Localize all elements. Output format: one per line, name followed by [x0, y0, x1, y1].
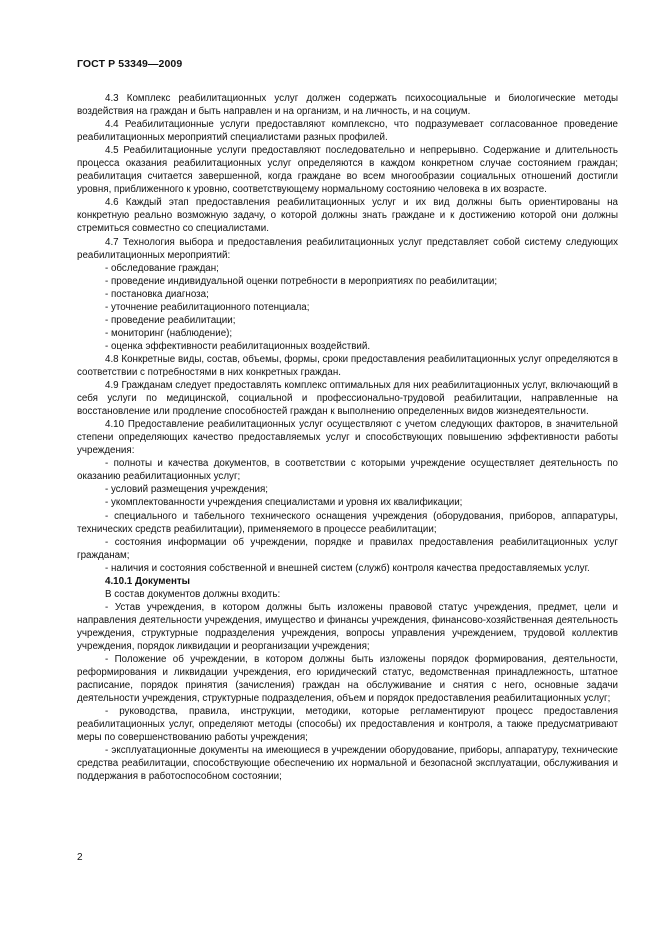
paragraph-4-3: 4.3 Комплекс реабилитационных услуг должен содержать психосоциальные и биологические методы воздействия на граждан и быть направлен и на организм, и на личность, и на социум. — [77, 93, 618, 118]
list-item: - оценка эффективности реабилитационных воздействий. — [105, 340, 371, 352]
paragraph-4-9: 4.9 Гражданам следует предоставлять комплекс оптимальных для них реабилитационных услуг, включающий в себя услуги по медицинской, социальной и профессионально-трудовой реабилитации, направленные на восстановление или продление способностей граждан к выполнению определенных видов жизнедеятельности. — [77, 380, 618, 418]
list-item: - руководства, правила, инструкции, методики, которые регламентируют процесс предоставления реабилитационных услуг, определяют методы (способы) их предоставления и контроля, а также предусматривают меры по совершенствованию работы учреждения; — [77, 706, 618, 744]
list-item: - эксплуатационные документы на имеющиеся в учреждении оборудование, приборы, аппаратуру, технические средства реабилитации, способствующие обеспечению их нормальной и безопасной эксплуатации, обслуживания и поддержания в работоспособном состоянии; — [77, 745, 618, 783]
document-header: ГОСТ Р 53349—2009 — [77, 58, 183, 70]
page-number: 2 — [77, 852, 83, 863]
paragraph-4-4: 4.4 Реабилитационные услуги предоставляют комплексно, что подразумевает согласованное проведение реабилитационных мероприятий специалистами разных профилей. — [77, 119, 618, 144]
list-item: - постановка диагноза; — [105, 288, 209, 300]
list-item: - состояния информации об учреждении, порядке и правилах предоставления реабилитационных услуг гражданам; — [77, 536, 618, 561]
paragraph-4-10: 4.10 Предоставление реабилитационных услуг осуществляют с учетом следующих факторов, в значительной степени определяющих качество предоставляемых услуг и способствующих повышению эффективности работы учреждения: — [77, 419, 618, 457]
paragraph-4-7: 4.7 Технология выбора и предоставления реабилитационных услуг представляет собой систему следующих реабилитационных мероприятий: — [77, 236, 618, 261]
list-item: - уточнение реабилитационного потенциала; — [105, 301, 310, 313]
paragraph-4-8: 4.8 Конкретные виды, состав, объемы, формы, сроки предоставления реабилитационных услуг определяются в соответствии с потребностями в них конкретных граждан. — [77, 353, 618, 378]
list-item: - условий размещения учреждения; — [105, 484, 269, 496]
document-body — [77, 92, 618, 783]
list-item: - проведение реабилитации; — [105, 314, 236, 326]
list-item: - обследование граждан; — [105, 262, 219, 274]
list-item: - мониторинг (наблюдение); — [105, 327, 233, 339]
list-item: - Положение об учреждении, в котором должны быть изложены порядок формирования, деятельности, реформирования и ликвидации учреждения, его юридический статус, ведомственная принадлежность, штатное расписание, порядок принятия (зачисления) граждан на обслуживание и снятия с него, основные задачи деятельности учреждения, структурные подразделения, объем и порядок предоставления реабилитационных услуг; — [77, 654, 618, 705]
list-item: - укомплектованности учреждения специалистами и уровня их квалификации; — [105, 497, 463, 509]
list-item: - проведение индивидуальной оценки потребности в мероприятиях по реабилитации; — [105, 275, 498, 287]
paragraph-4-6: 4.6 Каждый этап предоставления реабилитационных услуг и их вид должны быть ориентированы на конкретную реально возможную задачу, о которой должны знать граждане и к достижению которой они должны стремиться совместно со специалистами. — [77, 197, 618, 235]
list-item: - полноты и качества документов, в соответствии с которыми учреждение осуществляет деятельность по оказанию реабилитационных услуг; — [77, 458, 618, 483]
list-item: - наличия и состояния собственной и внешней систем (служб) контроля качества предоставляемых услуг. — [105, 562, 590, 574]
section-heading-4-10-1: 4.10.1 Документы — [105, 575, 191, 587]
paragraph-4-5: 4.5 Реабилитационные услуги предоставляют последовательно и непрерывно. Содержание и длительность процесса оказания реабилитационных услуг определяются в каждом конкретном случае состоянием граждан; реабилитация считается завершенной, когда граждане во всем многообразии социальных отношений достигли уровня, приближенного к уровню, соответствующему нормальному состоянию человека в их возрасте. — [77, 145, 618, 196]
list-item: - Устав учреждения, в котором должны быть изложены правовой статус учреждения, предмет, цели и направления деятельности учреждения, имущество и финансы учреждения, финансово-хозяйственная деятельность учреждения, структурные подразделения учреждения, вопросы управления учреждением, трудовой коллектив учреждения, порядок ликвидации и реорганизации учреждения; — [77, 601, 618, 652]
section-intro: В состав документов должны входить: — [105, 588, 281, 600]
list-item: - специального и табельного технического оснащения учреждения (оборудования, приборов, аппаратуры, технических средств реабилитации), применяемого в процессе реабилитации; — [77, 510, 618, 535]
